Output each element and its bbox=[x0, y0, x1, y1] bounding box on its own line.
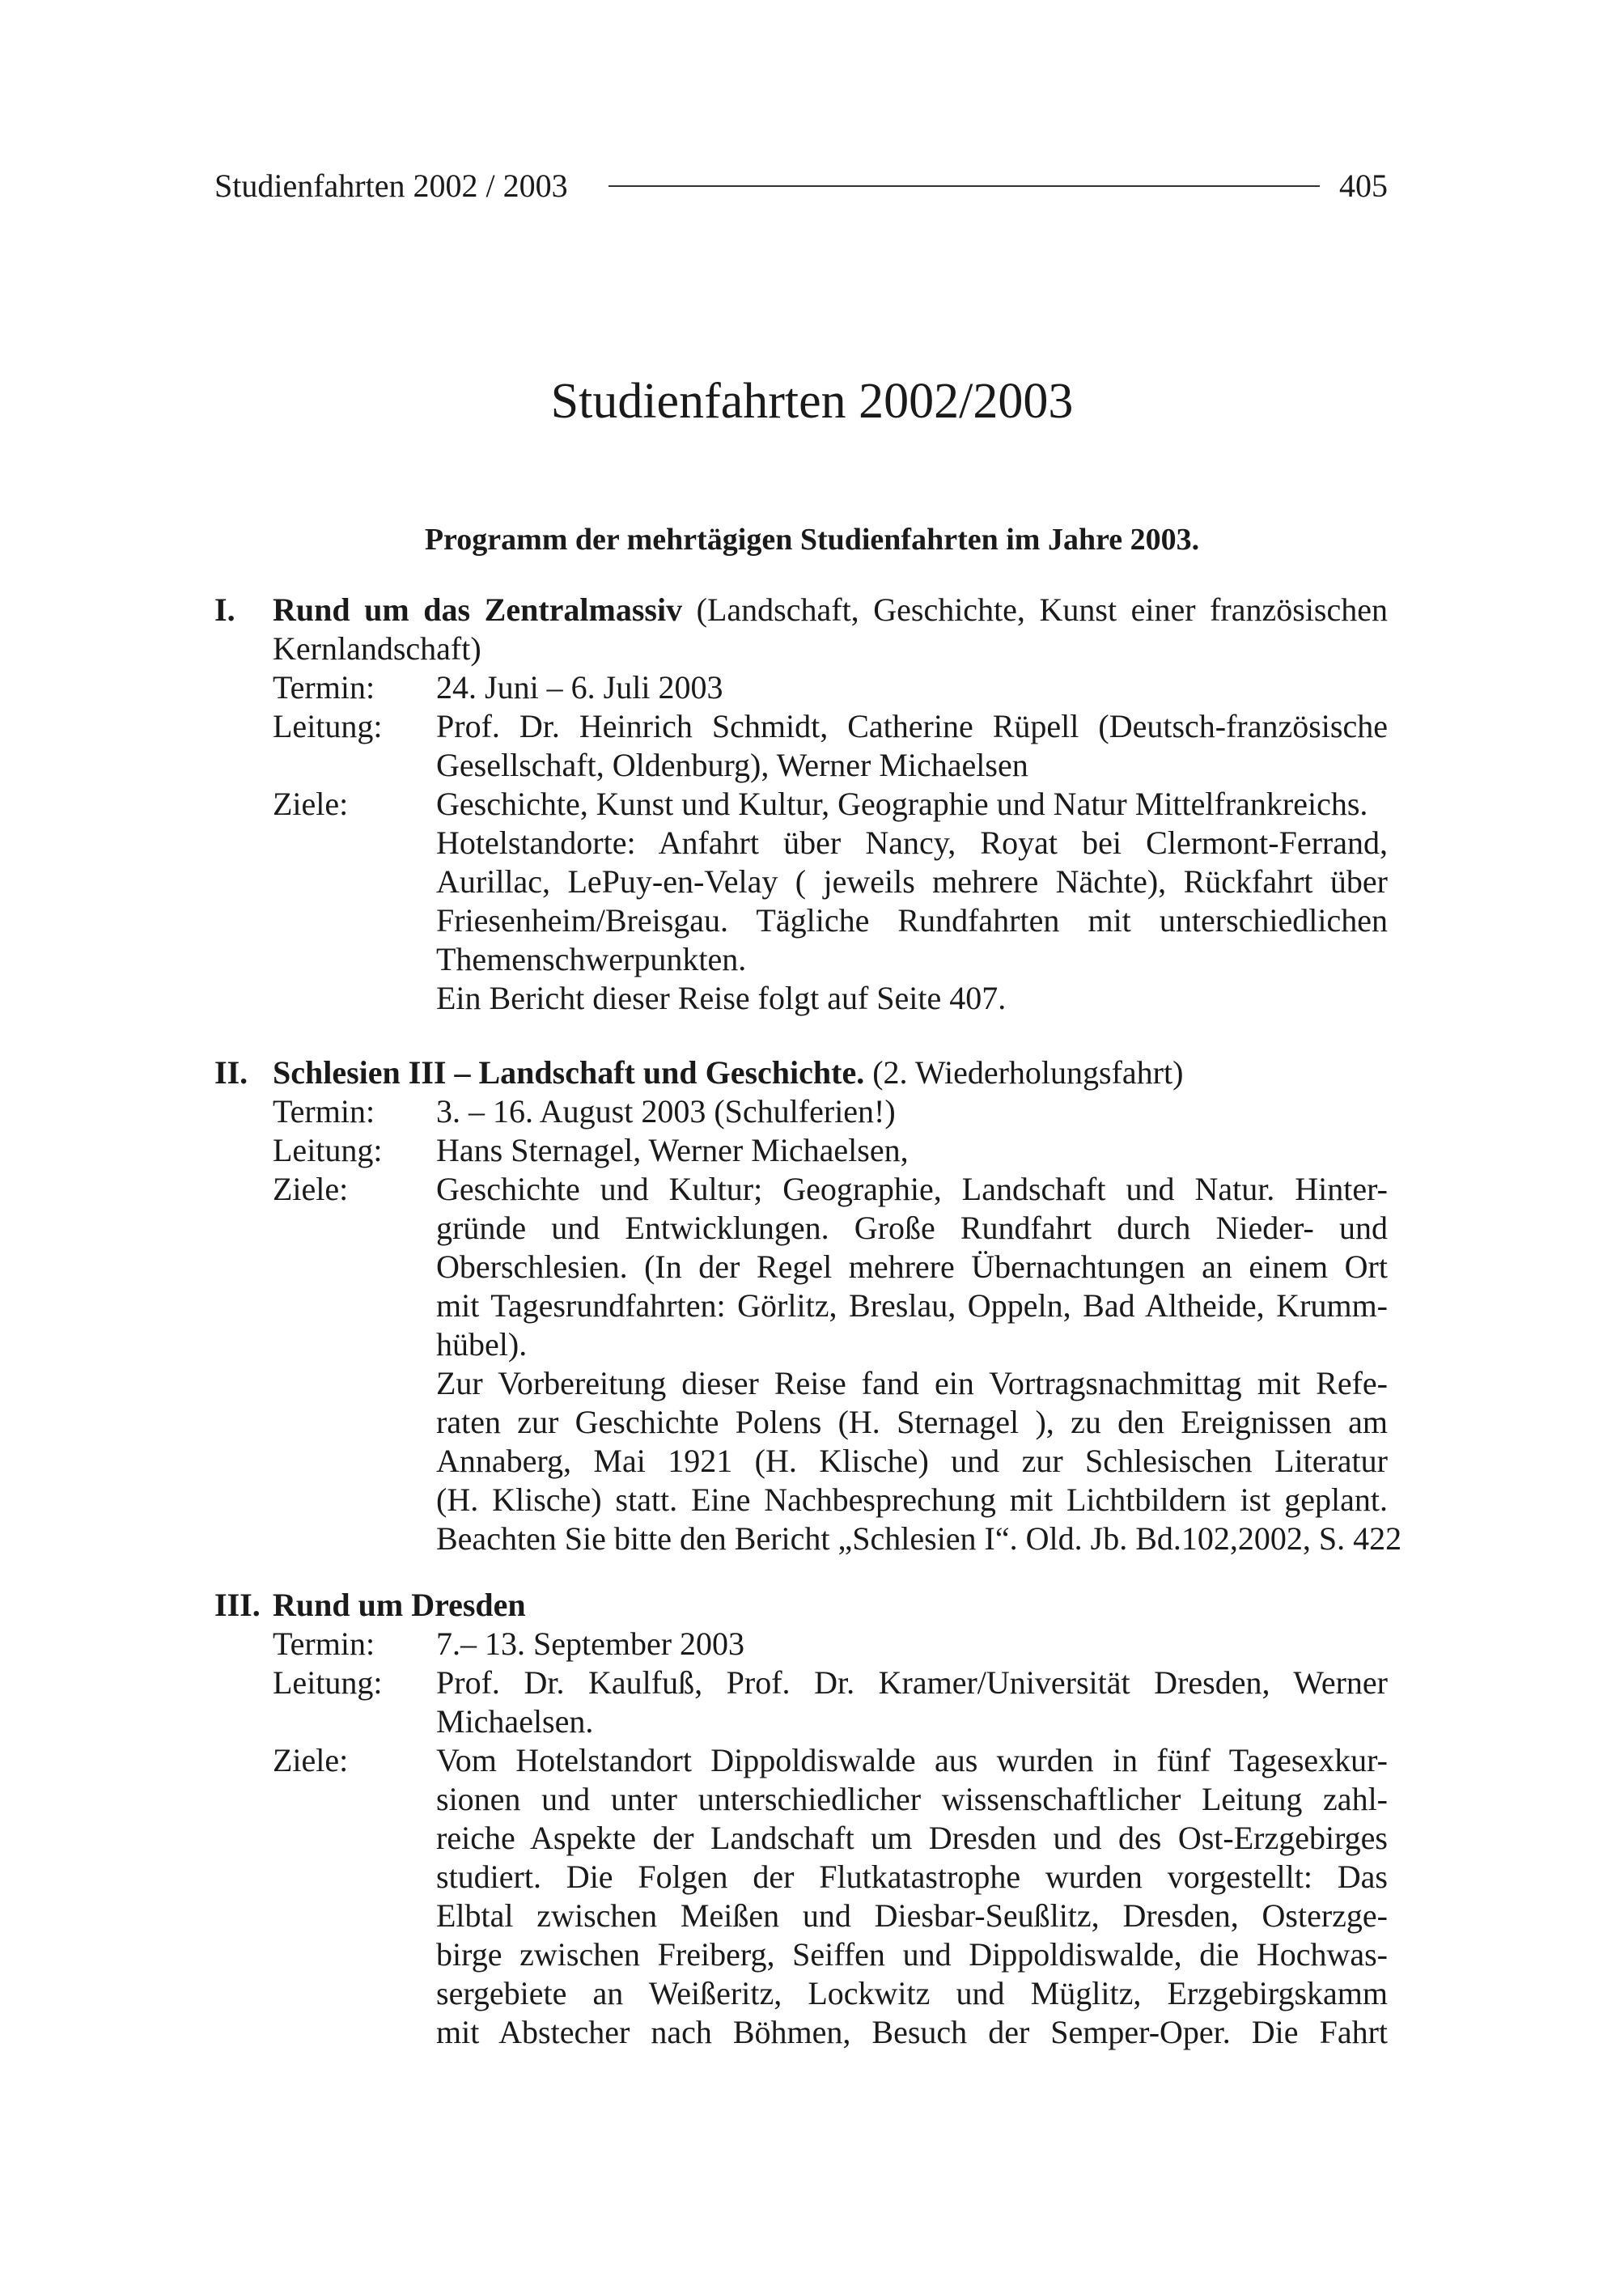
leitung-label: Leitung: bbox=[273, 1664, 383, 1701]
termin-row bbox=[214, 1092, 1388, 1131]
ziele-label: Ziele: bbox=[273, 1171, 349, 1207]
termin-label: Termin: bbox=[273, 1625, 375, 1662]
leitung-row bbox=[214, 1664, 1388, 1702]
ziele-line: Zur Vorbereitung dieser Reise fand ein Vortragsnachmittag mit Refe- bbox=[436, 1365, 1388, 1401]
ziele-line: reiche Aspekte der Landschaft um Dresden und des Ost-Erzgebirges bbox=[436, 1820, 1388, 1856]
ziele-line: studiert. Die Folgen der Flutkatastrophe wurden vorgestellt: Das bbox=[436, 1859, 1388, 1895]
ziele-row bbox=[214, 785, 1388, 824]
leitung-label: Leitung: bbox=[273, 1132, 383, 1168]
running-head-rule bbox=[608, 185, 1320, 187]
section-2 bbox=[214, 1053, 1402, 1558]
leitung-row bbox=[214, 707, 1388, 746]
page-number: 405 bbox=[1339, 167, 1388, 204]
ziele-line: Oberschlesien. (In der Regel mehrere Übernachtungen an einem Ort bbox=[436, 1248, 1388, 1285]
section-heading bbox=[214, 1053, 1388, 1092]
ziele-line: hübel). bbox=[436, 1326, 528, 1363]
termin-value: 3. – 16. August 2003 (Schulferien!) bbox=[436, 1093, 896, 1130]
leitung-line: Hans Sternagel, Werner Michaelsen, bbox=[436, 1132, 909, 1168]
ziele-line: Elbtal zwischen Meißen und Diesbar-Seußlitz, Dresden, Osterzge- bbox=[436, 1897, 1388, 1934]
section-heading-note-cont: Kernlandschaft) bbox=[273, 630, 481, 667]
leitung-line: Michaelsen. bbox=[436, 1703, 594, 1740]
ziele-line: gründe und Entwicklungen. Große Rundfahrt durch Nieder- und bbox=[436, 1210, 1388, 1246]
section-heading-note: (Landschaft, Geschichte, Kunst einer französischen bbox=[682, 591, 1389, 628]
ziele-line: raten zur Geschichte Polens (H. Sternagel ), zu den Ereignissen am bbox=[436, 1404, 1388, 1440]
ziele-label: Ziele: bbox=[273, 786, 349, 822]
ziele-line: mit Tagesrundfahrten: Görlitz, Breslau, Oppeln, Bad Altheide, Krumm- bbox=[436, 1287, 1388, 1324]
section-number: II. bbox=[214, 1054, 248, 1091]
ziele-line: sionen und unter unterschiedlicher wissenschaftlicher Leitung zahl- bbox=[436, 1781, 1388, 1817]
section-heading-note: (2. Wiederholungsfahrt) bbox=[864, 1054, 1184, 1091]
ziele-line: Hotelstandorte: Anfahrt über Nancy, Royat bei Clermont-Ferrand, bbox=[436, 824, 1388, 861]
section-heading-title: Rund um Dresden bbox=[273, 1587, 526, 1623]
leitung-line: Gesellschaft, Oldenburg), Werner Michaelsen bbox=[436, 747, 1028, 783]
page-title: Studienfahrten 2002/2003 bbox=[550, 374, 1074, 429]
ziele-line: sergebiete an Weißeritz, Lockwitz und Müglitz, Erzgebirgskamm bbox=[436, 1975, 1388, 2011]
section-number: I. bbox=[214, 591, 235, 628]
section-number: III. bbox=[214, 1587, 261, 1623]
termin-value: 24. Juni – 6. Juli 2003 bbox=[436, 669, 723, 706]
running-head-title: Studienfahrten 2002 / 2003 bbox=[214, 167, 568, 204]
ziele-row bbox=[214, 1741, 1388, 1780]
ziele-line: mit Abstecher nach Böhmen, Besuch der Semper-Oper. Die Fahrt bbox=[436, 2014, 1388, 2050]
termin-value: 7.– 13. September 2003 bbox=[436, 1625, 745, 1662]
ziele-line: Ein Bericht dieser Reise folgt auf Seite 407. bbox=[436, 980, 1007, 1016]
ziele-line: (H. Klische) statt. Eine Nachbesprechung mit Lichtbildern ist geplant. bbox=[436, 1481, 1388, 1518]
termin-label: Termin: bbox=[273, 669, 375, 706]
ziele-row bbox=[214, 1170, 1388, 1209]
ziele-label: Ziele: bbox=[273, 1742, 349, 1778]
ziele-line: Beachten Sie bitte den Bericht „Schlesien I“. Old. Jb. Bd.102,2002, S. 422 bbox=[436, 1520, 1402, 1557]
subtitle: Programm der mehrtägigen Studienfahrten im Jahre 2003. bbox=[424, 523, 1200, 557]
leitung-line: Prof. Dr. Kaulfuß, Prof. Dr. Kramer/Universität Dresden, Werner bbox=[436, 1664, 1388, 1701]
ziele-line: Geschichte und Kultur; Geographie, Landschaft und Natur. Hinter- bbox=[436, 1171, 1388, 1207]
ziele-line: Geschichte, Kunst und Kultur, Geographie und Natur Mittelfrankreichs. bbox=[436, 786, 1368, 822]
leitung-row bbox=[214, 1131, 1388, 1170]
leitung-label: Leitung: bbox=[273, 708, 383, 744]
section-heading-title: Rund um das Zentralmassiv bbox=[273, 591, 683, 628]
section-heading bbox=[214, 591, 1388, 629]
ziele-line: Aurillac, LePuy-en-Velay ( jeweils mehrere Nächte), Rückfahrt über bbox=[436, 863, 1388, 900]
section-heading bbox=[214, 1586, 1388, 1625]
section-heading-title: Schlesien III – Landschaft und Geschichte. bbox=[273, 1054, 865, 1091]
termin-label: Termin: bbox=[273, 1093, 375, 1130]
ziele-line: birge zwischen Freiberg, Seiffen und Dippoldiswalde, die Hochwas- bbox=[436, 1936, 1388, 1973]
running-head bbox=[214, 166, 1388, 206]
ziele-line: Friesenheim/Breisgau. Tägliche Rundfahrten mit unterschiedlichen bbox=[436, 902, 1388, 939]
ziele-line: Themenschwerpunkten. bbox=[436, 941, 747, 977]
ziele-line: Vom Hotelstandort Dippoldiswalde aus wurden in fünf Tagesexkur- bbox=[436, 1742, 1388, 1778]
termin-row bbox=[214, 668, 1388, 707]
leitung-line: Prof. Dr. Heinrich Schmidt, Catherine Rüpell (Deutsch-französische bbox=[436, 708, 1388, 744]
section-3 bbox=[214, 1586, 1388, 2052]
termin-row bbox=[214, 1625, 1388, 1664]
section-1 bbox=[214, 591, 1388, 1018]
ziele-line: Annaberg, Mai 1921 (H. Klische) und zur Schlesischen Literatur bbox=[436, 1443, 1388, 1479]
